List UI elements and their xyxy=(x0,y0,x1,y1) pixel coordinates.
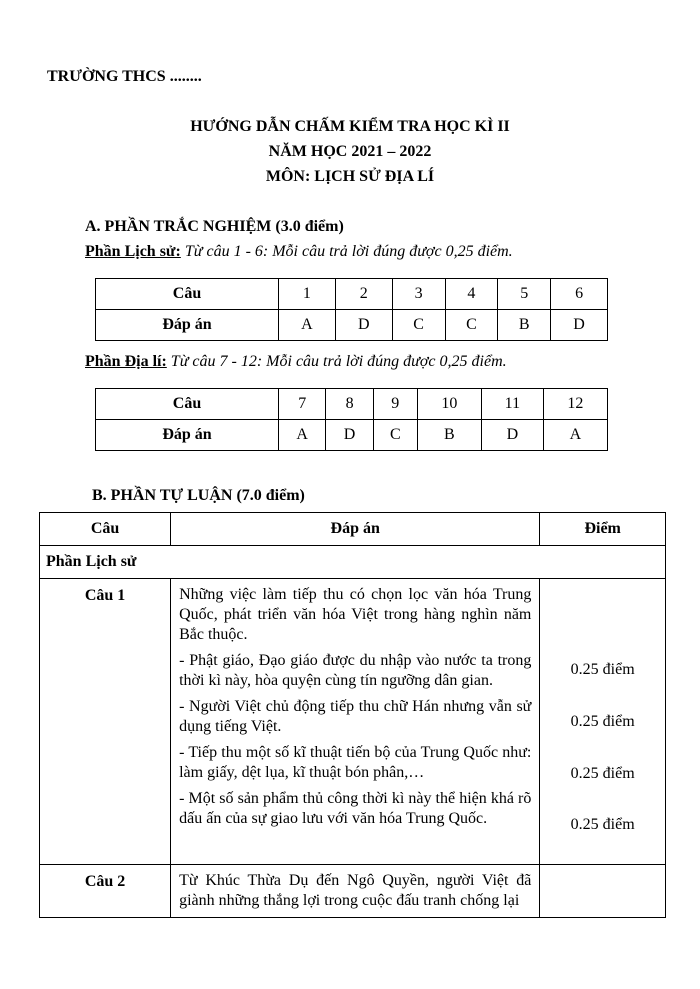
essay-row-cau2 xyxy=(40,865,666,918)
cau1-point-2: - Người Việt chủ động tiếp thu chữ Hán nhưng vẫn sử dụng tiếng Việt. xyxy=(179,698,532,735)
mc-question-cell: 5 xyxy=(498,279,551,310)
essay-table xyxy=(39,512,666,918)
mc-answer-cell: D xyxy=(551,310,608,341)
mc-history-question-row xyxy=(96,279,608,310)
mc-answer-cell: A xyxy=(279,420,326,451)
cau2-text: Từ Khúc Thừa Dụ đến Ngô Quyền, người Việt đã giành những thắng lợi trong cuộc đấu tranh chống lại xyxy=(179,872,532,909)
essay-header-score: Điểm xyxy=(540,513,666,546)
mc-question-cell: 2 xyxy=(335,279,392,310)
history-part-desc: Từ câu 1 - 6: Mỗi câu trả lời đúng được 0,25 điểm. xyxy=(180,243,513,260)
cau1-score-cell xyxy=(540,579,666,865)
cau1-score-4: 0.25 điểm xyxy=(570,816,635,833)
mc-answer-cell: D xyxy=(335,310,392,341)
mc-answer-cell: C xyxy=(445,310,498,341)
mc-answer-cell: A xyxy=(543,420,607,451)
mc-question-cell: 6 xyxy=(551,279,608,310)
mc-header-question: Câu xyxy=(96,389,279,420)
mc-question-cell: 11 xyxy=(481,389,543,420)
essay-header-row xyxy=(40,513,666,546)
mc-question-cell: 3 xyxy=(392,279,445,310)
mc-answer-cell: B xyxy=(417,420,481,451)
cau1-intro: Những việc làm tiếp thu có chọn lọc văn hóa Trung Quốc, phát triển văn hóa Việt trong hàng nghìn năm Bắc thuộc. xyxy=(179,586,532,643)
mc-geo-table xyxy=(95,388,608,451)
mc-question-cell: 1 xyxy=(279,279,336,310)
mc-geo-question-row xyxy=(96,389,608,420)
mc-header-question: Câu xyxy=(96,279,279,310)
cau1-point-1: - Phật giáo, Đạo giáo được du nhập vào nước ta trong thời kì này, hòa quyện cùng tín ngưỡng dân gian. xyxy=(179,652,532,689)
cau2-label: Câu 2 xyxy=(40,865,171,918)
cau1-point-3: - Tiếp thu một số kĩ thuật tiến bộ của Trung Quốc như: làm giấy, dệt lụa, kĩ thuật bón phân,… xyxy=(179,744,532,781)
mc-question-cell: 12 xyxy=(543,389,607,420)
geo-part-line xyxy=(85,353,507,371)
mc-history-answer-row xyxy=(96,310,608,341)
essay-header-question: Câu xyxy=(40,513,171,546)
cau1-answer xyxy=(171,579,540,865)
history-part-label: Phần Lịch sử: xyxy=(85,243,181,260)
mc-answer-cell: D xyxy=(481,420,543,451)
cau1-score-1: 0.25 điểm xyxy=(570,661,635,678)
mc-answer-cell: D xyxy=(326,420,373,451)
mc-question-cell: 7 xyxy=(279,389,326,420)
mc-question-cell: 8 xyxy=(326,389,373,420)
mc-header-answer: Đáp án xyxy=(96,310,279,341)
cau1-score-2: 0.25 điểm xyxy=(570,713,635,730)
mc-header-answer: Đáp án xyxy=(96,420,279,451)
mc-question-cell: 4 xyxy=(445,279,498,310)
geo-part-desc: Từ câu 7 - 12: Mỗi câu trả lời đúng được 0,25 điểm. xyxy=(166,353,507,370)
doc-title-line-3: MÔN: LỊCH SỬ ĐỊA LÍ xyxy=(265,168,435,185)
essay-part-history: Phần Lịch sử xyxy=(40,546,666,579)
mc-answer-cell: C xyxy=(373,420,417,451)
doc-title-line-2: NĂM HỌC 2021 – 2022 xyxy=(268,143,432,160)
mc-answer-cell: A xyxy=(279,310,336,341)
cau1-label: Câu 1 xyxy=(40,579,171,865)
essay-header-answer: Đáp án xyxy=(171,513,540,546)
mc-answer-cell: B xyxy=(498,310,551,341)
mc-geo-answer-row xyxy=(96,420,608,451)
cau2-answer xyxy=(171,865,540,918)
essay-part-row xyxy=(40,546,666,579)
school-name: TRƯỜNG THCS ........ xyxy=(47,68,202,85)
cau2-score-cell xyxy=(540,865,666,918)
mc-question-cell: 10 xyxy=(417,389,481,420)
essay-row-cau1 xyxy=(40,579,666,865)
mc-history-table xyxy=(95,278,608,341)
mc-answer-cell: C xyxy=(392,310,445,341)
cau1-point-4: - Một số sản phẩm thủ công thời kì này thể hiện khá rõ dấu ấn của sự giao lưu với văn hóa Trung Quốc. xyxy=(179,790,532,827)
mc-question-cell: 9 xyxy=(373,389,417,420)
section-a-heading: A. PHẦN TRẮC NGHIỆM (3.0 điểm) xyxy=(85,218,344,235)
history-part-line xyxy=(85,243,513,261)
cau1-score-3: 0.25 điểm xyxy=(570,765,635,782)
geo-part-label: Phần Địa lí: xyxy=(85,353,167,370)
section-b-heading: B. PHẦN TỰ LUẬN (7.0 điểm) xyxy=(92,487,305,504)
doc-title-line-1: HƯỚNG DẪN CHẤM KIỂM TRA HỌC KÌ II xyxy=(190,118,510,135)
